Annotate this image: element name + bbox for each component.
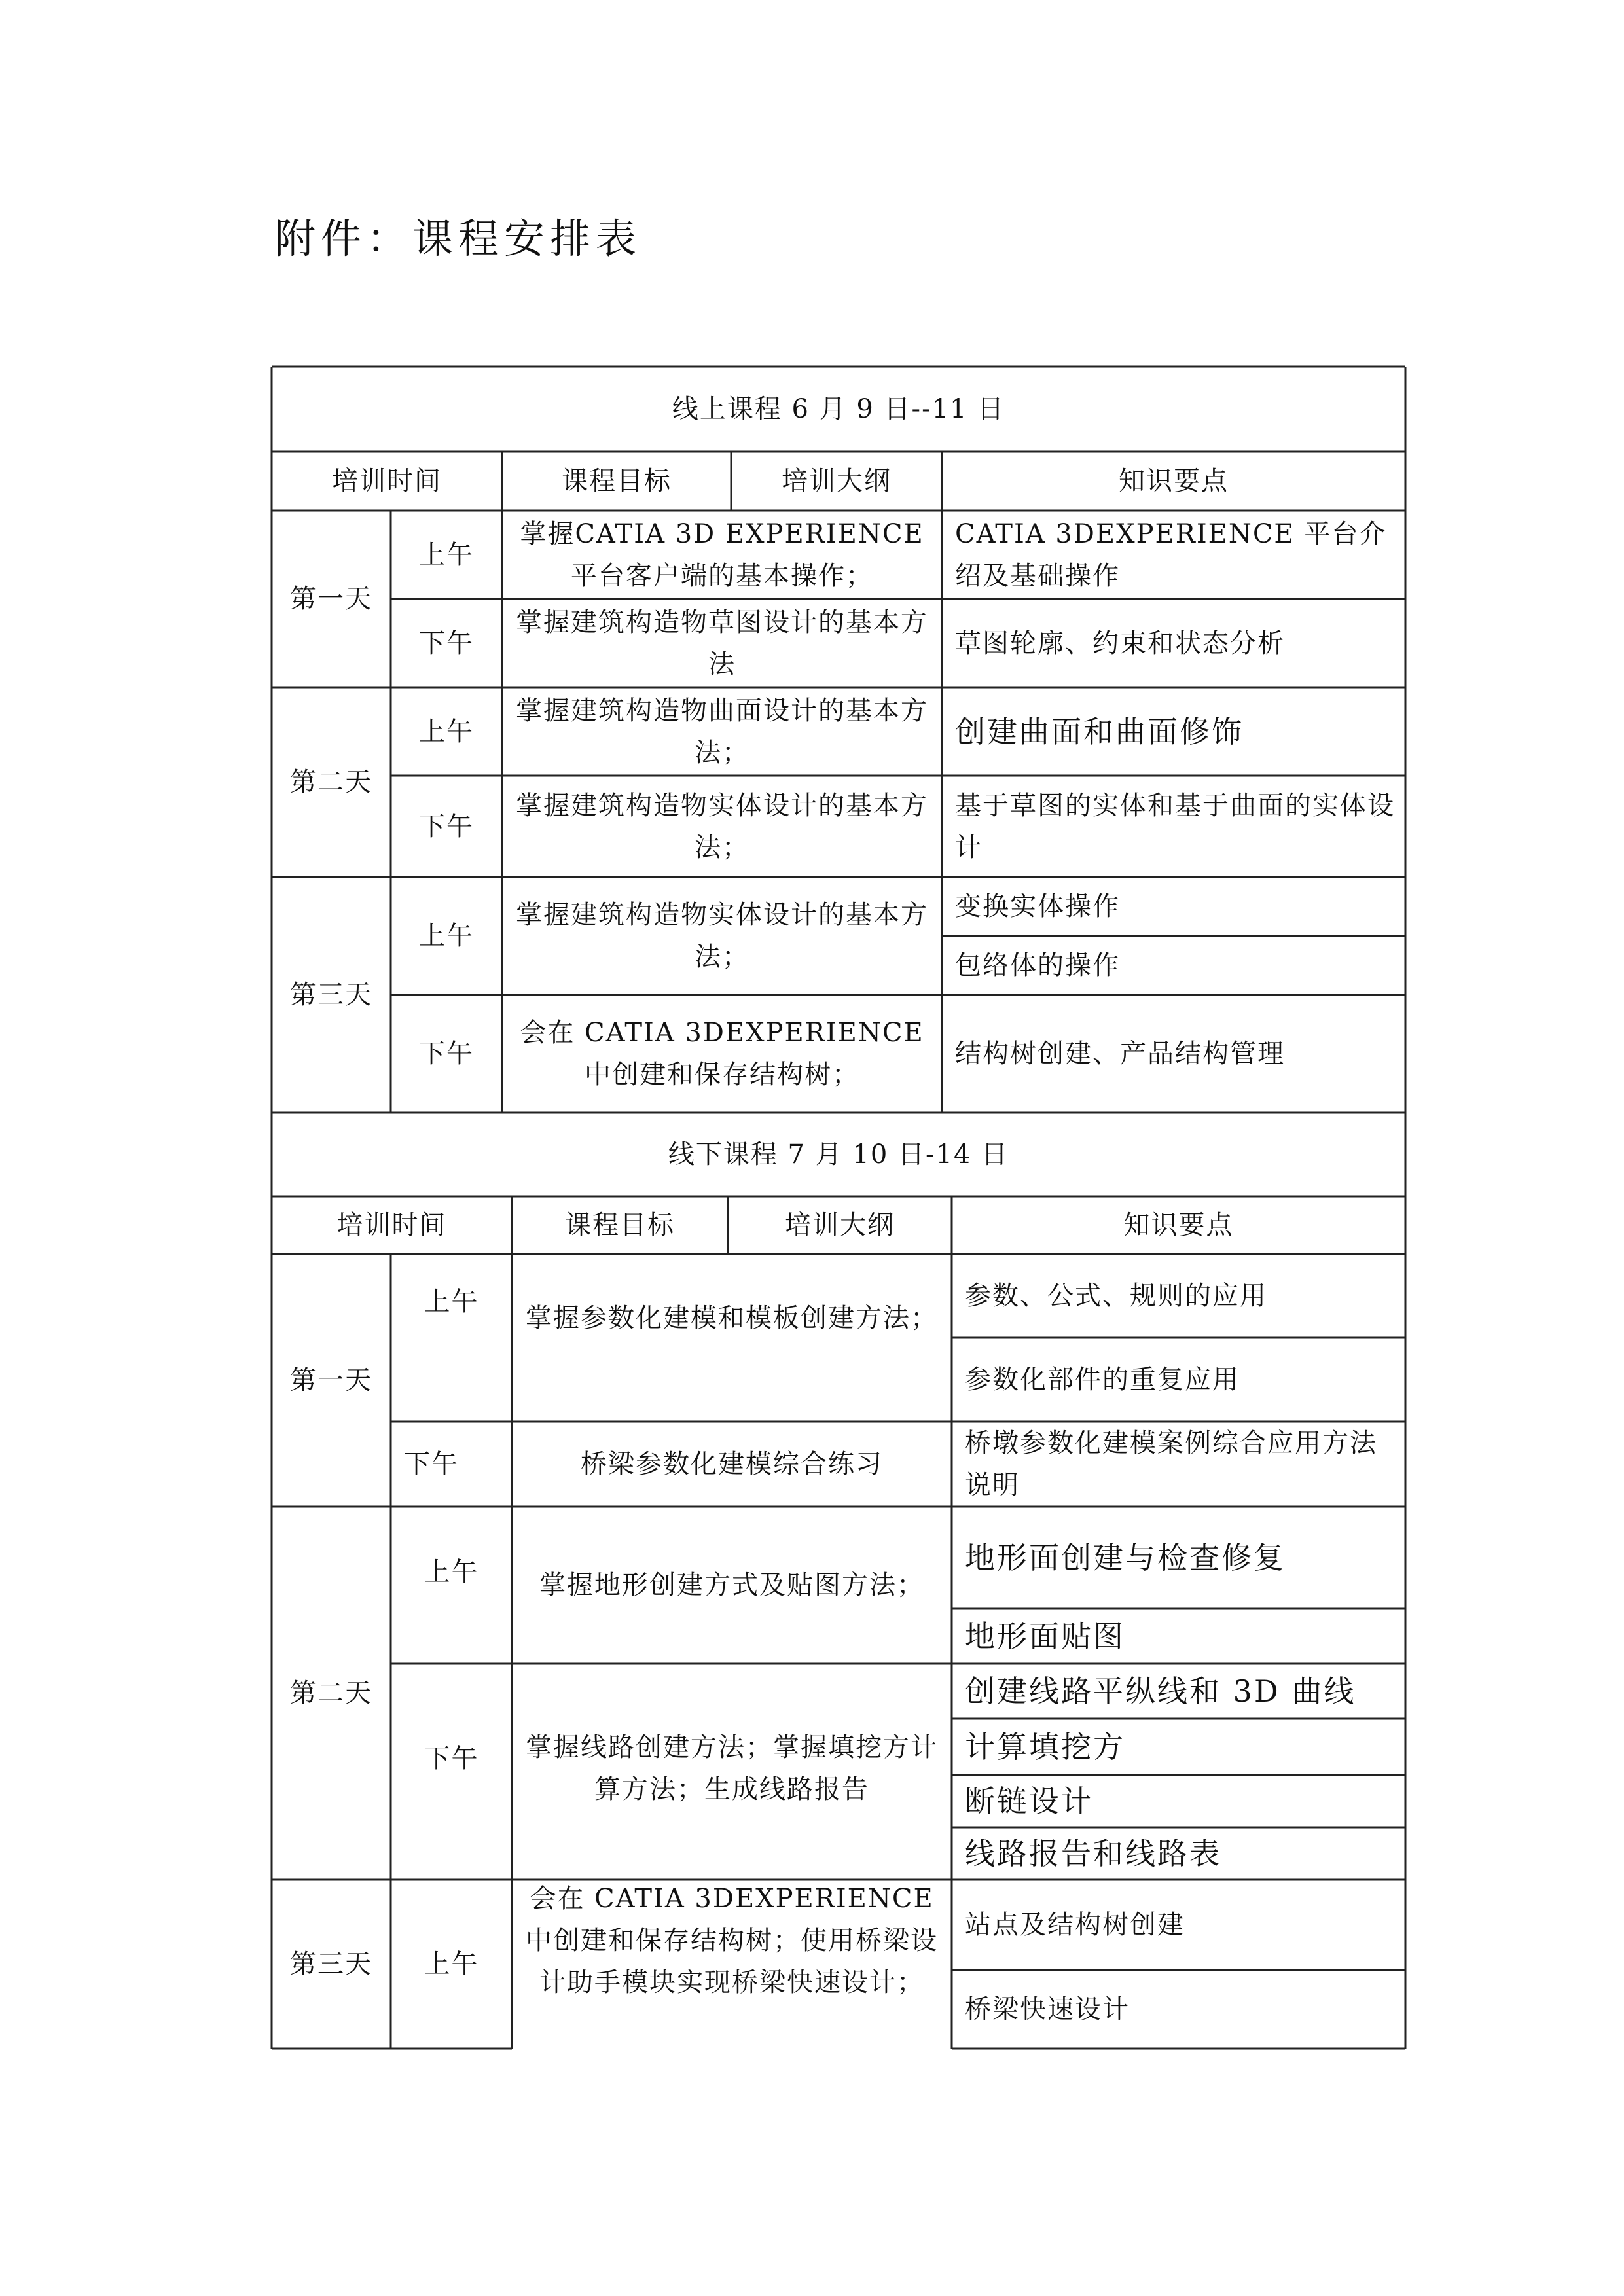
online-header: 线上课程 6 月 9 日--11 日 — [672, 394, 1005, 424]
offline-col-outline: 培训大纲 — [785, 1210, 895, 1240]
offline-day3-am-point-2: 桥梁快速设计 — [965, 1994, 1130, 2024]
online-day2-pm-point: 基于草图的实体和基于曲面的实体设计 — [955, 790, 1395, 863]
offline-day1-am-point-1: 参数、公式、规则的应用 — [965, 1281, 1267, 1311]
online-day2-am-label: 上午 — [419, 716, 474, 747]
online-day3-am-point-2: 包络体的操作 — [955, 950, 1120, 980]
offline-day2-pm-goal: 掌握线路创建方法；掌握填挖方计算方法；生成线路报告 — [526, 1732, 938, 1804]
online-day1-am-goal: 掌握CATIA 3D EXPERIENCE 平台客户端的基本操作； — [520, 518, 924, 591]
offline-day2-am-point-1: 地形面创建与检查修复 — [965, 1540, 1286, 1575]
offline-col-goal: 课程目标 — [565, 1210, 675, 1240]
offline-day3-am-goal: 会在 CATIA 3DEXPERIENCE 中创建和保存结构树；使用桥梁设计助手模块实现桥梁快速设计； — [526, 1884, 938, 1998]
offline-day3-label: 第三天 — [290, 1949, 372, 1979]
offline-day1-am-point-2: 参数化部件的重复应用 — [965, 1365, 1240, 1395]
offline-header: 线下课程 7 月 10 日-14 日 — [668, 1139, 1009, 1170]
online-day2-am-goal: 掌握建筑构造物曲面设计的基本方法； — [516, 695, 928, 768]
online-col-time: 培训时间 — [332, 466, 442, 496]
offline-day2-pm-point-2: 计算填挖方 — [965, 1729, 1125, 1765]
online-col-points: 知识要点 — [1119, 466, 1229, 496]
offline-day2-pm-point-4: 线路报告和线路表 — [965, 1836, 1221, 1871]
online-day1-pm-goal: 掌握建筑构造物草图设计的基本方法 — [516, 607, 928, 679]
online-day3-label: 第三天 — [290, 980, 372, 1010]
offline-day2-label: 第二天 — [290, 1678, 372, 1708]
offline-day2-pm-point-3: 断链设计 — [965, 1784, 1093, 1819]
offline-day1-am-goal: 掌握参数化建模和模板创建方法； — [526, 1303, 938, 1333]
offline-col-time: 培训时间 — [336, 1210, 447, 1240]
online-day3-am-point-1: 变换实体操作 — [955, 891, 1120, 922]
offline-day1-pm-point: 桥墩参数化建模案例综合应用方法说明 — [965, 1428, 1377, 1500]
online-day3-pm-label: 下午 — [419, 1039, 474, 1069]
online-day3-pm-point: 结构树创建、产品结构管理 — [955, 1039, 1285, 1069]
online-day2-pm-goal: 掌握建筑构造物实体设计的基本方法； — [516, 790, 928, 863]
offline-day3-am-label: 上午 — [424, 1949, 479, 1979]
online-day2-label: 第二天 — [290, 767, 372, 797]
offline-day1-pm-label: 下午 — [404, 1449, 459, 1479]
offline-day1-am-label: 上午 — [424, 1287, 479, 1317]
online-day3-pm-goal: 会在 CATIA 3DEXPERIENCE 中创建和保存结构树； — [520, 1018, 924, 1090]
offline-day1-pm-goal: 桥梁参数化建模综合练习 — [581, 1449, 883, 1479]
offline-day1-label: 第一天 — [290, 1365, 372, 1395]
online-day1-am-point: CATIA 3DEXPERIENCE 平台介绍及基础操作 — [955, 518, 1387, 591]
online-col-outline: 培训大纲 — [782, 466, 892, 496]
offline-day2-am-goal: 掌握地形创建方式及贴图方法； — [539, 1570, 924, 1600]
online-day3-am-goal: 掌握建筑构造物实体设计的基本方法； — [516, 900, 928, 972]
online-day2-pm-label: 下午 — [419, 811, 474, 842]
online-day1-label: 第一天 — [290, 584, 372, 614]
online-day1-pm-label: 下午 — [419, 628, 474, 658]
online-day1-am-label: 上午 — [419, 539, 474, 570]
offline-day2-am-point-2: 地形面贴图 — [965, 1619, 1125, 1654]
online-day2-am-point: 创建曲面和曲面修饰 — [955, 713, 1244, 749]
offline-day3-am-point-1: 站点及结构树创建 — [965, 1910, 1185, 1940]
offline-col-points: 知识要点 — [1123, 1210, 1234, 1240]
offline-day2-pm-label: 下午 — [424, 1744, 479, 1774]
offline-day2-pm-point-1: 创建线路平纵线和 3D 曲线 — [965, 1674, 1356, 1709]
online-col-goal: 课程目标 — [562, 466, 672, 496]
online-day1-pm-point: 草图轮廓、约束和状态分析 — [955, 628, 1285, 658]
offline-day2-am-label: 上午 — [424, 1557, 479, 1587]
online-day3-am-label: 上午 — [419, 921, 474, 951]
page-title: 附件：课程安排表 — [275, 215, 642, 262]
